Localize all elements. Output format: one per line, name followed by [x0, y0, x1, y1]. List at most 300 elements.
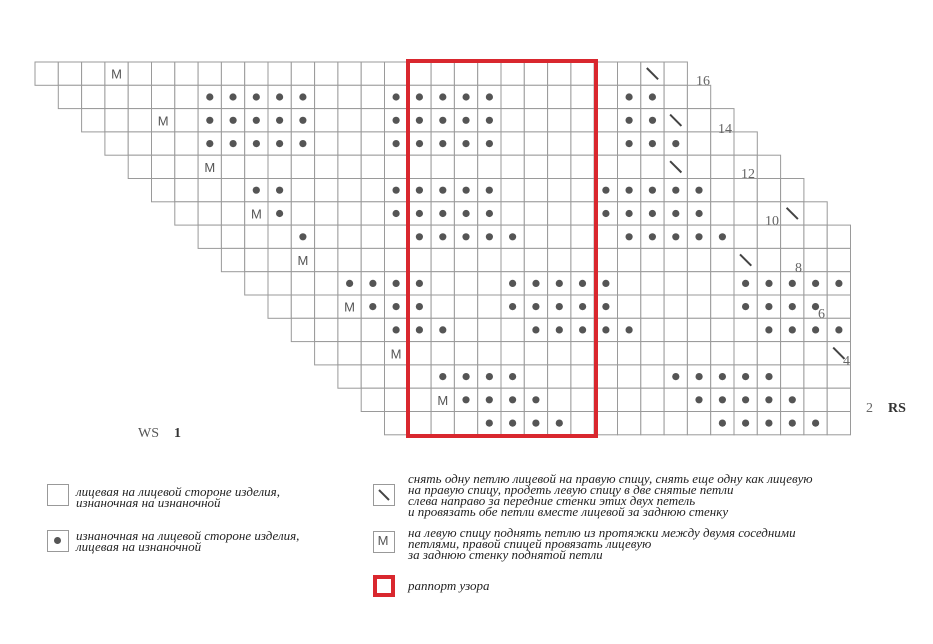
- chart-cell: [198, 179, 221, 202]
- chart-cell: [757, 179, 780, 202]
- chart-cell: [385, 248, 408, 271]
- chart-cell: [804, 342, 827, 365]
- purl-dot: [649, 210, 656, 217]
- chart-cell: [128, 155, 151, 178]
- chart-cell: [245, 248, 268, 271]
- purl-dot: [649, 93, 656, 100]
- chart-cell: [175, 132, 198, 155]
- chart-cell: [221, 202, 244, 225]
- purl-dot: [206, 140, 213, 147]
- chart-cell: [315, 132, 338, 155]
- purl-dot: [579, 303, 586, 310]
- chart-cell: [221, 225, 244, 248]
- purl-dot: [439, 210, 446, 217]
- purl-dot: [276, 93, 283, 100]
- purl-dot: [765, 420, 772, 427]
- purl-dot: [835, 280, 842, 287]
- purl-dot: [789, 396, 796, 403]
- purl-dot: [276, 140, 283, 147]
- ws-row-number: 1: [174, 426, 181, 441]
- chart-cell: [757, 248, 780, 271]
- chart-cell: [338, 342, 361, 365]
- chart-cell: [454, 318, 477, 341]
- chart-cell: [571, 248, 594, 271]
- purl-dot: [626, 233, 633, 240]
- purl-dot: [462, 117, 469, 124]
- chart-cell: [548, 342, 571, 365]
- purl-dot: [439, 373, 446, 380]
- purl-dot: [463, 210, 470, 217]
- chart-cell: [175, 155, 198, 178]
- purl-dot: [486, 420, 493, 427]
- purl-dot: [649, 140, 656, 147]
- purl-dot: [532, 396, 539, 403]
- chart-cell: [291, 318, 314, 341]
- purl-dot: [695, 396, 702, 403]
- row-number-2: 2: [866, 401, 873, 416]
- purl-dot: [393, 280, 400, 287]
- chart-cell: [548, 202, 571, 225]
- purl-dot: [276, 210, 283, 217]
- chart-cell: [501, 109, 524, 132]
- make-one-symbol: M: [297, 253, 309, 269]
- chart-cell: [618, 272, 641, 295]
- chart-cell: [152, 155, 175, 178]
- ws-label: WS: [138, 426, 159, 441]
- chart-cell: [501, 248, 524, 271]
- purl-dot: [789, 326, 796, 333]
- legend-ssk-line3: слева направо за передние стенки этих двух петель: [408, 493, 696, 508]
- chart-cell: [548, 109, 571, 132]
- chart-cell: [804, 248, 827, 271]
- purl-dot: [369, 280, 376, 287]
- chart-cell: [338, 225, 361, 248]
- chart-cell: [641, 412, 664, 435]
- chart-cell: [641, 295, 664, 318]
- chart-cell: [291, 62, 314, 85]
- chart-cell: [687, 272, 710, 295]
- make-one-symbol: M: [390, 346, 402, 362]
- purl-dot: [393, 303, 400, 310]
- purl-dot-icon: [47, 530, 69, 552]
- purl-dot: [486, 233, 493, 240]
- chart-cell: [431, 248, 454, 271]
- chart-cell: [361, 132, 384, 155]
- chart-cell: [361, 109, 384, 132]
- purl-dot: [463, 187, 470, 194]
- purl-dot: [695, 187, 702, 194]
- chart-cell: [315, 62, 338, 85]
- chart-cell: [548, 225, 571, 248]
- chart-cell: [361, 225, 384, 248]
- chart-cell: [478, 272, 501, 295]
- chart-cell: [315, 225, 338, 248]
- chart-cell: [804, 388, 827, 411]
- ssk-slash-icon: [373, 484, 395, 506]
- purl-dot: [532, 420, 539, 427]
- chart-cell: [711, 248, 734, 271]
- purl-dot: [626, 187, 633, 194]
- chart-cell: [524, 225, 547, 248]
- chart-cell: [82, 109, 105, 132]
- chart-cell: [618, 155, 641, 178]
- chart-cell: [711, 155, 734, 178]
- purl-dot: [742, 420, 749, 427]
- purl-dot: [393, 210, 400, 217]
- purl-dot: [532, 326, 539, 333]
- purl-dot: [812, 280, 819, 287]
- chart-cell: [524, 179, 547, 202]
- chart-cell: [315, 85, 338, 108]
- chart-cell: [524, 132, 547, 155]
- chart-cell: [361, 318, 384, 341]
- chart-cell: [338, 109, 361, 132]
- chart-cell: [548, 388, 571, 411]
- row-number-4: 4: [843, 354, 850, 369]
- chart-cell: [315, 179, 338, 202]
- row-number-14: 14: [718, 122, 732, 137]
- chart-cell: [571, 179, 594, 202]
- purl-dot: [696, 210, 703, 217]
- chart-cell: [385, 155, 408, 178]
- purl-dot: [486, 396, 493, 403]
- chart-cell: [361, 85, 384, 108]
- chart-cell: [338, 248, 361, 271]
- purl-dot: [439, 326, 446, 333]
- purl-dot: [602, 187, 609, 194]
- chart-cell: [175, 179, 198, 202]
- purl-dot: [230, 117, 237, 124]
- chart-cell: [268, 62, 291, 85]
- purl-dot: [439, 187, 446, 194]
- chart-cell: [315, 342, 338, 365]
- chart-cell: [408, 155, 431, 178]
- purl-dot: [765, 280, 772, 287]
- purl-dot: [532, 303, 539, 310]
- purl-dot: [299, 93, 306, 100]
- purl-dot: [672, 233, 679, 240]
- chart-cell: [687, 318, 710, 341]
- repeat-outline-icon: [373, 575, 395, 597]
- chart-cell: [501, 85, 524, 108]
- chart-cell: [245, 155, 268, 178]
- chart-cell: [128, 62, 151, 85]
- chart-cell: [711, 272, 734, 295]
- chart-cell: [454, 295, 477, 318]
- chart-cell: [152, 132, 175, 155]
- chart-cell: [454, 412, 477, 435]
- purl-dot: [299, 117, 306, 124]
- chart-cell: [175, 109, 198, 132]
- chart-cell: [408, 62, 431, 85]
- chart-cell: [664, 272, 687, 295]
- chart-cell: [315, 202, 338, 225]
- chart-cell: [431, 155, 454, 178]
- chart-cell: [571, 109, 594, 132]
- purl-dot: [416, 233, 423, 240]
- chart-cell: [338, 155, 361, 178]
- knit-symbol-icon: [47, 484, 69, 506]
- purl-dot: [765, 373, 772, 380]
- chart-cell: [618, 62, 641, 85]
- chart-cell: [664, 85, 687, 108]
- purl-dot: [509, 233, 516, 240]
- purl-dot: [486, 187, 493, 194]
- make-one-symbol: M: [437, 392, 449, 408]
- chart-cell: [664, 295, 687, 318]
- chart-cell: [687, 132, 710, 155]
- chart-cell: [757, 155, 780, 178]
- make-one-symbol: M: [204, 159, 216, 175]
- chart-cell: [338, 132, 361, 155]
- purl-dot: [439, 117, 446, 124]
- chart-cell: [524, 85, 547, 108]
- purl-dot: [393, 326, 400, 333]
- purl-dot: [626, 210, 633, 217]
- legend-purl-line1: изнаночная на лицевой стороне изделия,: [76, 528, 300, 543]
- purl-dot: [556, 326, 563, 333]
- chart-cell: [501, 179, 524, 202]
- chart-cell: [245, 62, 268, 85]
- make-one-symbol: M: [157, 113, 169, 129]
- purl-dot: [556, 280, 563, 287]
- chart-cell: [268, 225, 291, 248]
- chart-cell: [245, 272, 268, 295]
- purl-dot: [602, 326, 609, 333]
- purl-dot: [416, 326, 423, 333]
- chart-cell: [548, 155, 571, 178]
- chart-cell: [454, 62, 477, 85]
- chart-cell: [128, 132, 151, 155]
- chart-cell: [105, 85, 128, 108]
- purl-dot: [253, 117, 260, 124]
- purl-dot: [206, 93, 213, 100]
- chart-cell: [687, 295, 710, 318]
- chart-cell: [641, 388, 664, 411]
- chart-cell: [501, 155, 524, 178]
- purl-dot: [719, 396, 726, 403]
- chart-cell: [338, 365, 361, 388]
- purl-dot: [672, 140, 679, 147]
- row-number-12: 12: [741, 167, 755, 182]
- purl-dot: [416, 140, 423, 147]
- purl-dot: [393, 117, 400, 124]
- chart-cell: [408, 365, 431, 388]
- chart-cell: [524, 202, 547, 225]
- chart-cell: [548, 179, 571, 202]
- purl-dot: [649, 117, 656, 124]
- chart-cell: [361, 155, 384, 178]
- purl-dot: [602, 280, 609, 287]
- chart-cell: [524, 365, 547, 388]
- purl-dot: [626, 140, 633, 147]
- purl-dot: [462, 140, 469, 147]
- chart-cell: [221, 62, 244, 85]
- chart-cell: [501, 132, 524, 155]
- chart-cell: [618, 365, 641, 388]
- chart-cell: [524, 342, 547, 365]
- chart-cell: [548, 248, 571, 271]
- chart-cell: [268, 155, 291, 178]
- chart-cell: [361, 342, 384, 365]
- legend-m1-line1: на левую спицу поднять петлю из протяжки между двумя соседними: [408, 525, 796, 540]
- chart-cell: [152, 85, 175, 108]
- purl-dot: [439, 233, 446, 240]
- chart-cell: [128, 85, 151, 108]
- purl-dot: [672, 373, 679, 380]
- purl-dot: [509, 280, 516, 287]
- chart-cell: [804, 365, 827, 388]
- chart-grid: [35, 62, 851, 435]
- purl-dot: [509, 373, 516, 380]
- make-one-symbol: M: [250, 206, 262, 222]
- purl-dot: [789, 420, 796, 427]
- row-number-16: 16: [696, 74, 710, 89]
- purl-dot: [346, 280, 353, 287]
- purl-dot: [812, 420, 819, 427]
- purl-dot: [276, 187, 283, 194]
- chart-cell: [221, 155, 244, 178]
- chart-cell: [548, 132, 571, 155]
- chart-cell: [664, 342, 687, 365]
- legend-ssk-line1: снять одну петлю лицевой на правую спицу, снять еще одну как лицевую: [408, 471, 813, 486]
- purl-dot: [463, 373, 470, 380]
- make-one-symbol: M: [111, 66, 123, 82]
- chart-cell: [431, 342, 454, 365]
- chart-cell: [198, 62, 221, 85]
- chart-cell: [291, 295, 314, 318]
- chart-cell: [478, 295, 501, 318]
- purl-dot: [556, 303, 563, 310]
- purl-dot: [486, 373, 493, 380]
- chart-cell: [571, 342, 594, 365]
- chart-cell: [175, 85, 198, 108]
- chart-cell: [175, 62, 198, 85]
- purl-dot: [486, 210, 493, 217]
- chart-cell: [641, 155, 664, 178]
- chart-cell: [478, 248, 501, 271]
- chart-cell: [454, 342, 477, 365]
- chart-cell: [431, 412, 454, 435]
- purl-dot: [393, 140, 400, 147]
- chart-cell: [501, 342, 524, 365]
- chart-cell: [687, 248, 710, 271]
- chart-cell: [618, 248, 641, 271]
- chart-cell: [338, 85, 361, 108]
- chart-cell: [408, 388, 431, 411]
- chart-cell: [641, 318, 664, 341]
- purl-dot: [765, 303, 772, 310]
- purl-dot: [439, 140, 446, 147]
- chart-cell: [571, 365, 594, 388]
- purl-dot: [416, 187, 423, 194]
- chart-cell: [781, 225, 804, 248]
- purl-dot: [789, 280, 796, 287]
- chart-cell: [338, 318, 361, 341]
- chart-cell: [454, 248, 477, 271]
- purl-dot: [835, 326, 842, 333]
- legend-ssk-line4: и провязать обе петли вместе лицевой за заднюю стенку: [408, 504, 729, 519]
- chart-cell: [734, 132, 757, 155]
- chart-cell: [641, 342, 664, 365]
- purl-dot: [276, 117, 283, 124]
- chart-cell: [571, 412, 594, 435]
- purl-dot: [649, 233, 656, 240]
- legend-m1-line2: петлями, правой спицей провязать лицевую: [408, 536, 652, 551]
- chart-cell: [291, 155, 314, 178]
- purl-dot: [416, 93, 423, 100]
- legend-purl-line2: лицевая на изнаночной: [76, 539, 202, 554]
- purl-dot: [462, 396, 469, 403]
- chart-cell: [454, 272, 477, 295]
- purl-dot: [416, 280, 423, 287]
- chart-cell: [315, 155, 338, 178]
- chart-cell: [781, 365, 804, 388]
- chart-cell: [618, 412, 641, 435]
- purl-dot: [626, 93, 633, 100]
- chart-cell: [431, 295, 454, 318]
- chart-cell: [408, 342, 431, 365]
- purl-dot: [626, 326, 633, 333]
- chart-cell: [221, 248, 244, 271]
- chart-cell: [315, 272, 338, 295]
- chart-cell: [524, 62, 547, 85]
- chart-cell: [548, 85, 571, 108]
- chart-cell: [711, 295, 734, 318]
- chart-cell: [315, 318, 338, 341]
- chart-cell: [524, 248, 547, 271]
- chart-cell: [571, 388, 594, 411]
- purl-dot: [393, 187, 400, 194]
- chart-cell: [338, 179, 361, 202]
- chart-cell: [827, 248, 850, 271]
- purl-dot: [486, 93, 493, 100]
- row-number-10: 10: [765, 214, 779, 229]
- chart-cell: [664, 388, 687, 411]
- chart-cell: [804, 225, 827, 248]
- chart-cell: [687, 342, 710, 365]
- chart-cell: [524, 155, 547, 178]
- chart-cell: [827, 295, 850, 318]
- chart-cell: [501, 318, 524, 341]
- chart-cell: [781, 179, 804, 202]
- purl-dot: [579, 326, 586, 333]
- legend-ssk-line2: на правую спицу, продеть левую спицу в две снятые петли: [408, 482, 734, 497]
- purl-dot: [509, 303, 516, 310]
- chart-cell: [338, 62, 361, 85]
- chart-cell: [221, 179, 244, 202]
- purl-dot: [509, 396, 516, 403]
- chart-cell: [291, 179, 314, 202]
- purl-dot: [416, 117, 423, 124]
- chart-cell: [641, 272, 664, 295]
- purl-dot: [719, 233, 726, 240]
- purl-dot: [253, 93, 260, 100]
- legend-knit-line1: лицевая на лицевой стороне изделия,: [76, 484, 280, 499]
- chart-cell: [664, 248, 687, 271]
- purl-dot: [579, 280, 586, 287]
- chart-cell: [687, 109, 710, 132]
- purl-dot: [206, 117, 213, 124]
- chart-cell: [268, 248, 291, 271]
- purl-dot: [369, 303, 376, 310]
- purl-dot: [719, 373, 726, 380]
- chart-cell: [385, 412, 408, 435]
- chart-cell: [804, 202, 827, 225]
- purl-dot: [439, 93, 446, 100]
- purl-dot: [230, 140, 237, 147]
- chart-cell: [338, 202, 361, 225]
